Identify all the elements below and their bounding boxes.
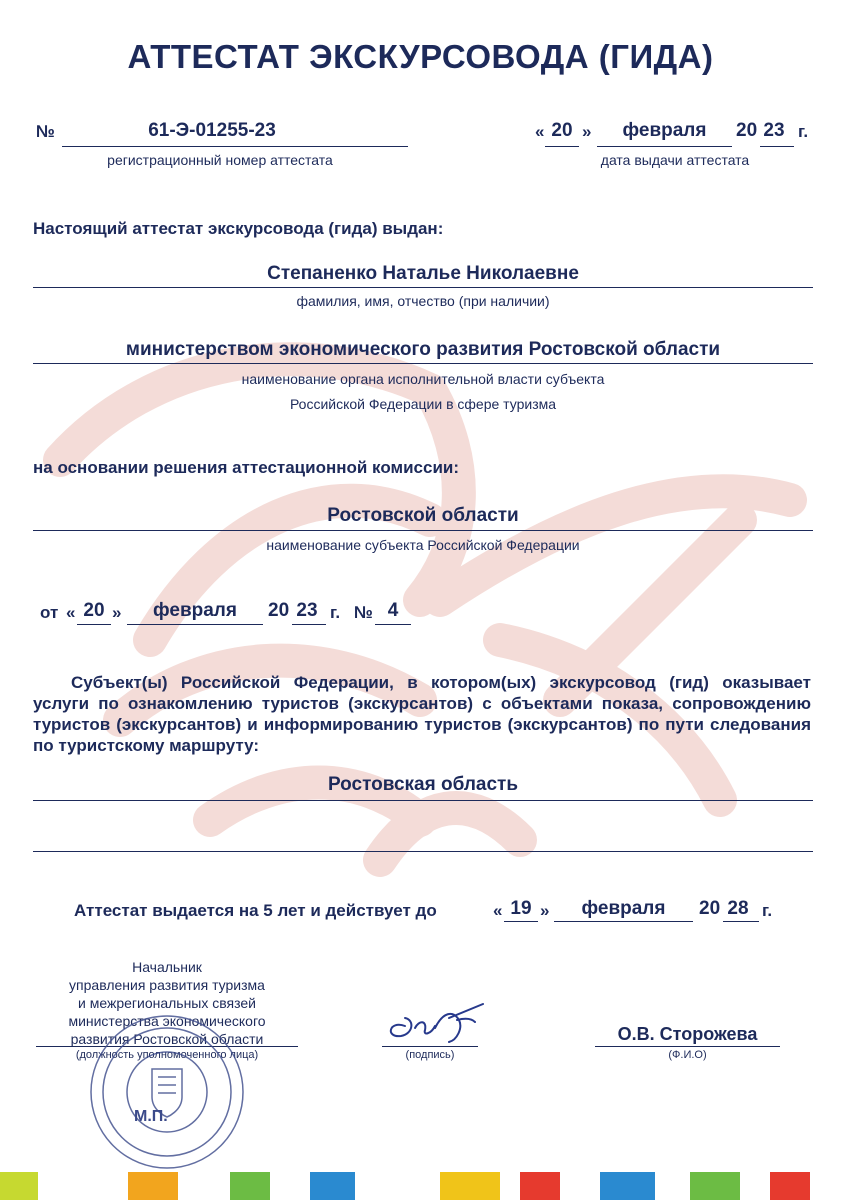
territory-paragraph: Субъект(ы) Российской Федерации, в котором(ых) экскурсовод (гид) оказывает услуги по ознакомлению туристов (экскурсантов) с объектами показа, сопровождению туристов (экскурсантов) и информированию туристов (экскурсантов) по пути следования по туристскому маршруту:	[33, 673, 811, 755]
issuer-caption-line1: наименование органа исполнительной власти субъекта	[241, 371, 605, 387]
position-line-4: министерства экономического	[68, 1013, 266, 1029]
registration-number-sign: №	[36, 122, 55, 141]
position-line-1: Начальник	[132, 959, 202, 975]
issue-year-prefix: 20	[736, 120, 758, 141]
region-line	[33, 530, 813, 531]
issue-date-open-quote: «	[535, 122, 545, 141]
validity-month: февраля	[581, 898, 666, 919]
name-caption: (Ф.И.О)	[668, 1049, 707, 1061]
territory: Ростовская область	[327, 774, 519, 795]
decision-day-line	[77, 624, 111, 625]
region: Ростовской области	[327, 505, 519, 526]
decision-from: от	[40, 603, 59, 622]
signature-line	[382, 1046, 478, 1047]
decision-year-prefix: 20	[268, 600, 290, 621]
decision-year-suffix: 23	[296, 600, 318, 621]
validity-day-line	[504, 921, 538, 922]
issued-to-label: Настоящий аттестат экскурсовода (гида) выдан:	[33, 219, 444, 238]
territory-extra-line	[33, 851, 813, 852]
issue-day-line	[545, 146, 579, 147]
decision-year-unit: г.	[330, 603, 341, 622]
footer-strip-segment	[0, 1172, 38, 1200]
validity-open-quote: «	[493, 901, 503, 920]
holder-name-caption: фамилия, имя, отчество (при наличии)	[296, 293, 550, 309]
decision-number: 4	[387, 600, 399, 621]
issue-month: февраля	[622, 120, 707, 141]
decision-month-line	[127, 624, 263, 625]
validity-text: Аттестат выдается на 5 лет и действует до	[74, 901, 437, 920]
signature-caption: (подпись)	[405, 1049, 455, 1061]
issuer-line	[33, 363, 813, 364]
issue-month-line	[597, 146, 732, 147]
validity-day: 19	[510, 898, 532, 919]
footer-strip-segment	[770, 1172, 810, 1200]
decision-year-line	[292, 624, 326, 625]
footer-strip-segment	[690, 1172, 740, 1200]
decision-open-quote: «	[66, 603, 76, 622]
position-line-3: и межрегиональных связей	[77, 995, 256, 1011]
decision-number-sign: №	[354, 603, 373, 622]
holder-name-line	[33, 287, 813, 288]
validity-month-line	[554, 921, 693, 922]
decision-close-quote: »	[112, 603, 122, 622]
issue-date-caption: дата выдачи аттестата	[600, 152, 750, 168]
footer-strip-segment	[600, 1172, 655, 1200]
position-line-5: развития Ростовской области	[70, 1031, 264, 1047]
issue-date-close-quote: »	[582, 122, 592, 141]
registration-number-line	[62, 146, 408, 147]
issuer: министерством экономического развития Ростовской области	[125, 339, 721, 360]
validity-year-unit: г.	[762, 901, 773, 920]
footer-strip-segment	[520, 1172, 560, 1200]
issue-day: 20	[551, 120, 573, 141]
document-title: АТТЕСТАТ ЭКСКУРСОВОДА (ГИДА)	[127, 38, 714, 75]
decision-month: февраля	[153, 600, 237, 621]
decision-day: 20	[83, 600, 105, 621]
registration-number-caption: регистрационный номер аттестата	[107, 152, 333, 168]
validity-year-suffix: 28	[727, 898, 749, 919]
region-caption: наименование субъекта Российской Федерации	[266, 537, 580, 553]
name-line	[595, 1046, 780, 1047]
issue-year-unit: г.	[798, 122, 809, 141]
handwritten-signature	[375, 998, 495, 1048]
validity-close-quote: »	[540, 901, 550, 920]
holder-name: Степаненко Наталье Николаевне	[267, 263, 579, 284]
basis-label: на основании решения аттестационной комиссии:	[33, 458, 460, 477]
footer-strip-segment	[230, 1172, 270, 1200]
decision-number-line	[375, 624, 411, 625]
signatory-name: О.В. Сторожева	[617, 1024, 758, 1044]
validity-year-line	[723, 921, 759, 922]
position-caption: (должность уполномоченного лица)	[75, 1049, 259, 1061]
footer-strip-segment	[128, 1172, 178, 1200]
footer-strip-segment	[310, 1172, 355, 1200]
registration-number: 61-Э-01255-23	[148, 120, 276, 141]
official-seal	[88, 1013, 246, 1171]
validity-year-prefix: 20	[699, 898, 721, 919]
stamp-mark: М.П.	[134, 1108, 168, 1125]
territory-line	[33, 800, 813, 801]
position-line-2: управления развития туризма	[69, 977, 265, 993]
footer-strip-segment	[440, 1172, 500, 1200]
issue-year-suffix: 23	[763, 120, 785, 141]
issuer-caption-line2: Российской Федерации в сфере туризма	[289, 396, 557, 412]
issue-year-line	[760, 146, 794, 147]
